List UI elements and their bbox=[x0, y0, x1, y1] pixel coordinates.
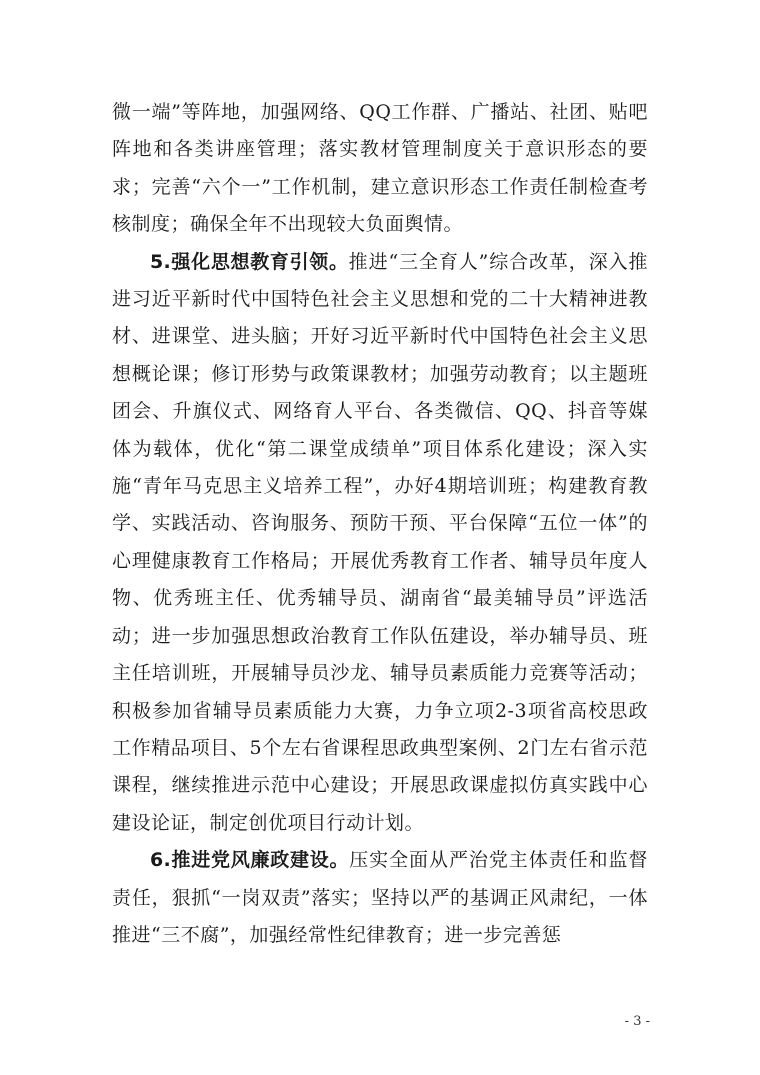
paragraph-continuation bbox=[112, 94, 648, 244]
section-heading: 6.推进党风廉政建设。 bbox=[150, 849, 350, 872]
section-heading: 5.强化思想教育引领。 bbox=[150, 250, 349, 273]
paragraph-text: 微一端”等阵地，加强网络、QQ工作群、广播站、社团、贴吧阵地和各类讲座管理；落实教材管理制度关于意识形态的要求；完善“六个一”工作机制，建立意识形态工作责任制检查考核制度；确保全年不出现较大负面舆情。 bbox=[112, 101, 648, 236]
paragraph-section-5 bbox=[112, 244, 648, 843]
paragraph-section-6 bbox=[112, 842, 648, 954]
document-body bbox=[112, 94, 648, 954]
paragraph-text: 压实全面从严治党主体责任和监督责任，狠抓“一岗双责”落实；坚持以严的基调正风肃纪，一体推进“三不腐”，加强经常性纪律教育；进一步完善惩 bbox=[112, 849, 648, 946]
paragraph-text: 推进“三全育人”综合改革，深入推进习近平新时代中国特色社会主义思想和党的二十大精神进教材、进课堂、进头脑；开好习近平新时代中国特色社会主义思想概论课；修订形势与政策课教材；加强劳动教育；以主题班团会、升旗仪式、网络育人平台、各类微信、QQ、抖音等媒体为载体，优化“第二课堂成绩单”项目体系化建设；深入实施“青年马克思主义培养工程”，办好4期培训班；构建教育教学、实践活动、咨询服务、预防干预、平台保障“五位一体”的心理健康教育工作格局；开展优秀教育工作者、辅导员年度人物、优秀班主任、优秀辅导员、湖南省“最美辅导员”评选活动；进一步加强思想政治教育工作队伍建设，举办辅导员、班主任培训班，开展辅导员沙龙、辅导员素质能力竞赛等活动；积极参加省辅导员素质能力大赛，力争立项2-3项省高校思政工作精品项目、5个左右省课程思政典型案例、2门左右省示范课程，继续推进示范中心建设；开展思政课虚拟仿真实践中心建设论证，制定创优项目行动计划。 bbox=[112, 250, 648, 834]
page-number: - 3 - bbox=[624, 1014, 650, 1029]
